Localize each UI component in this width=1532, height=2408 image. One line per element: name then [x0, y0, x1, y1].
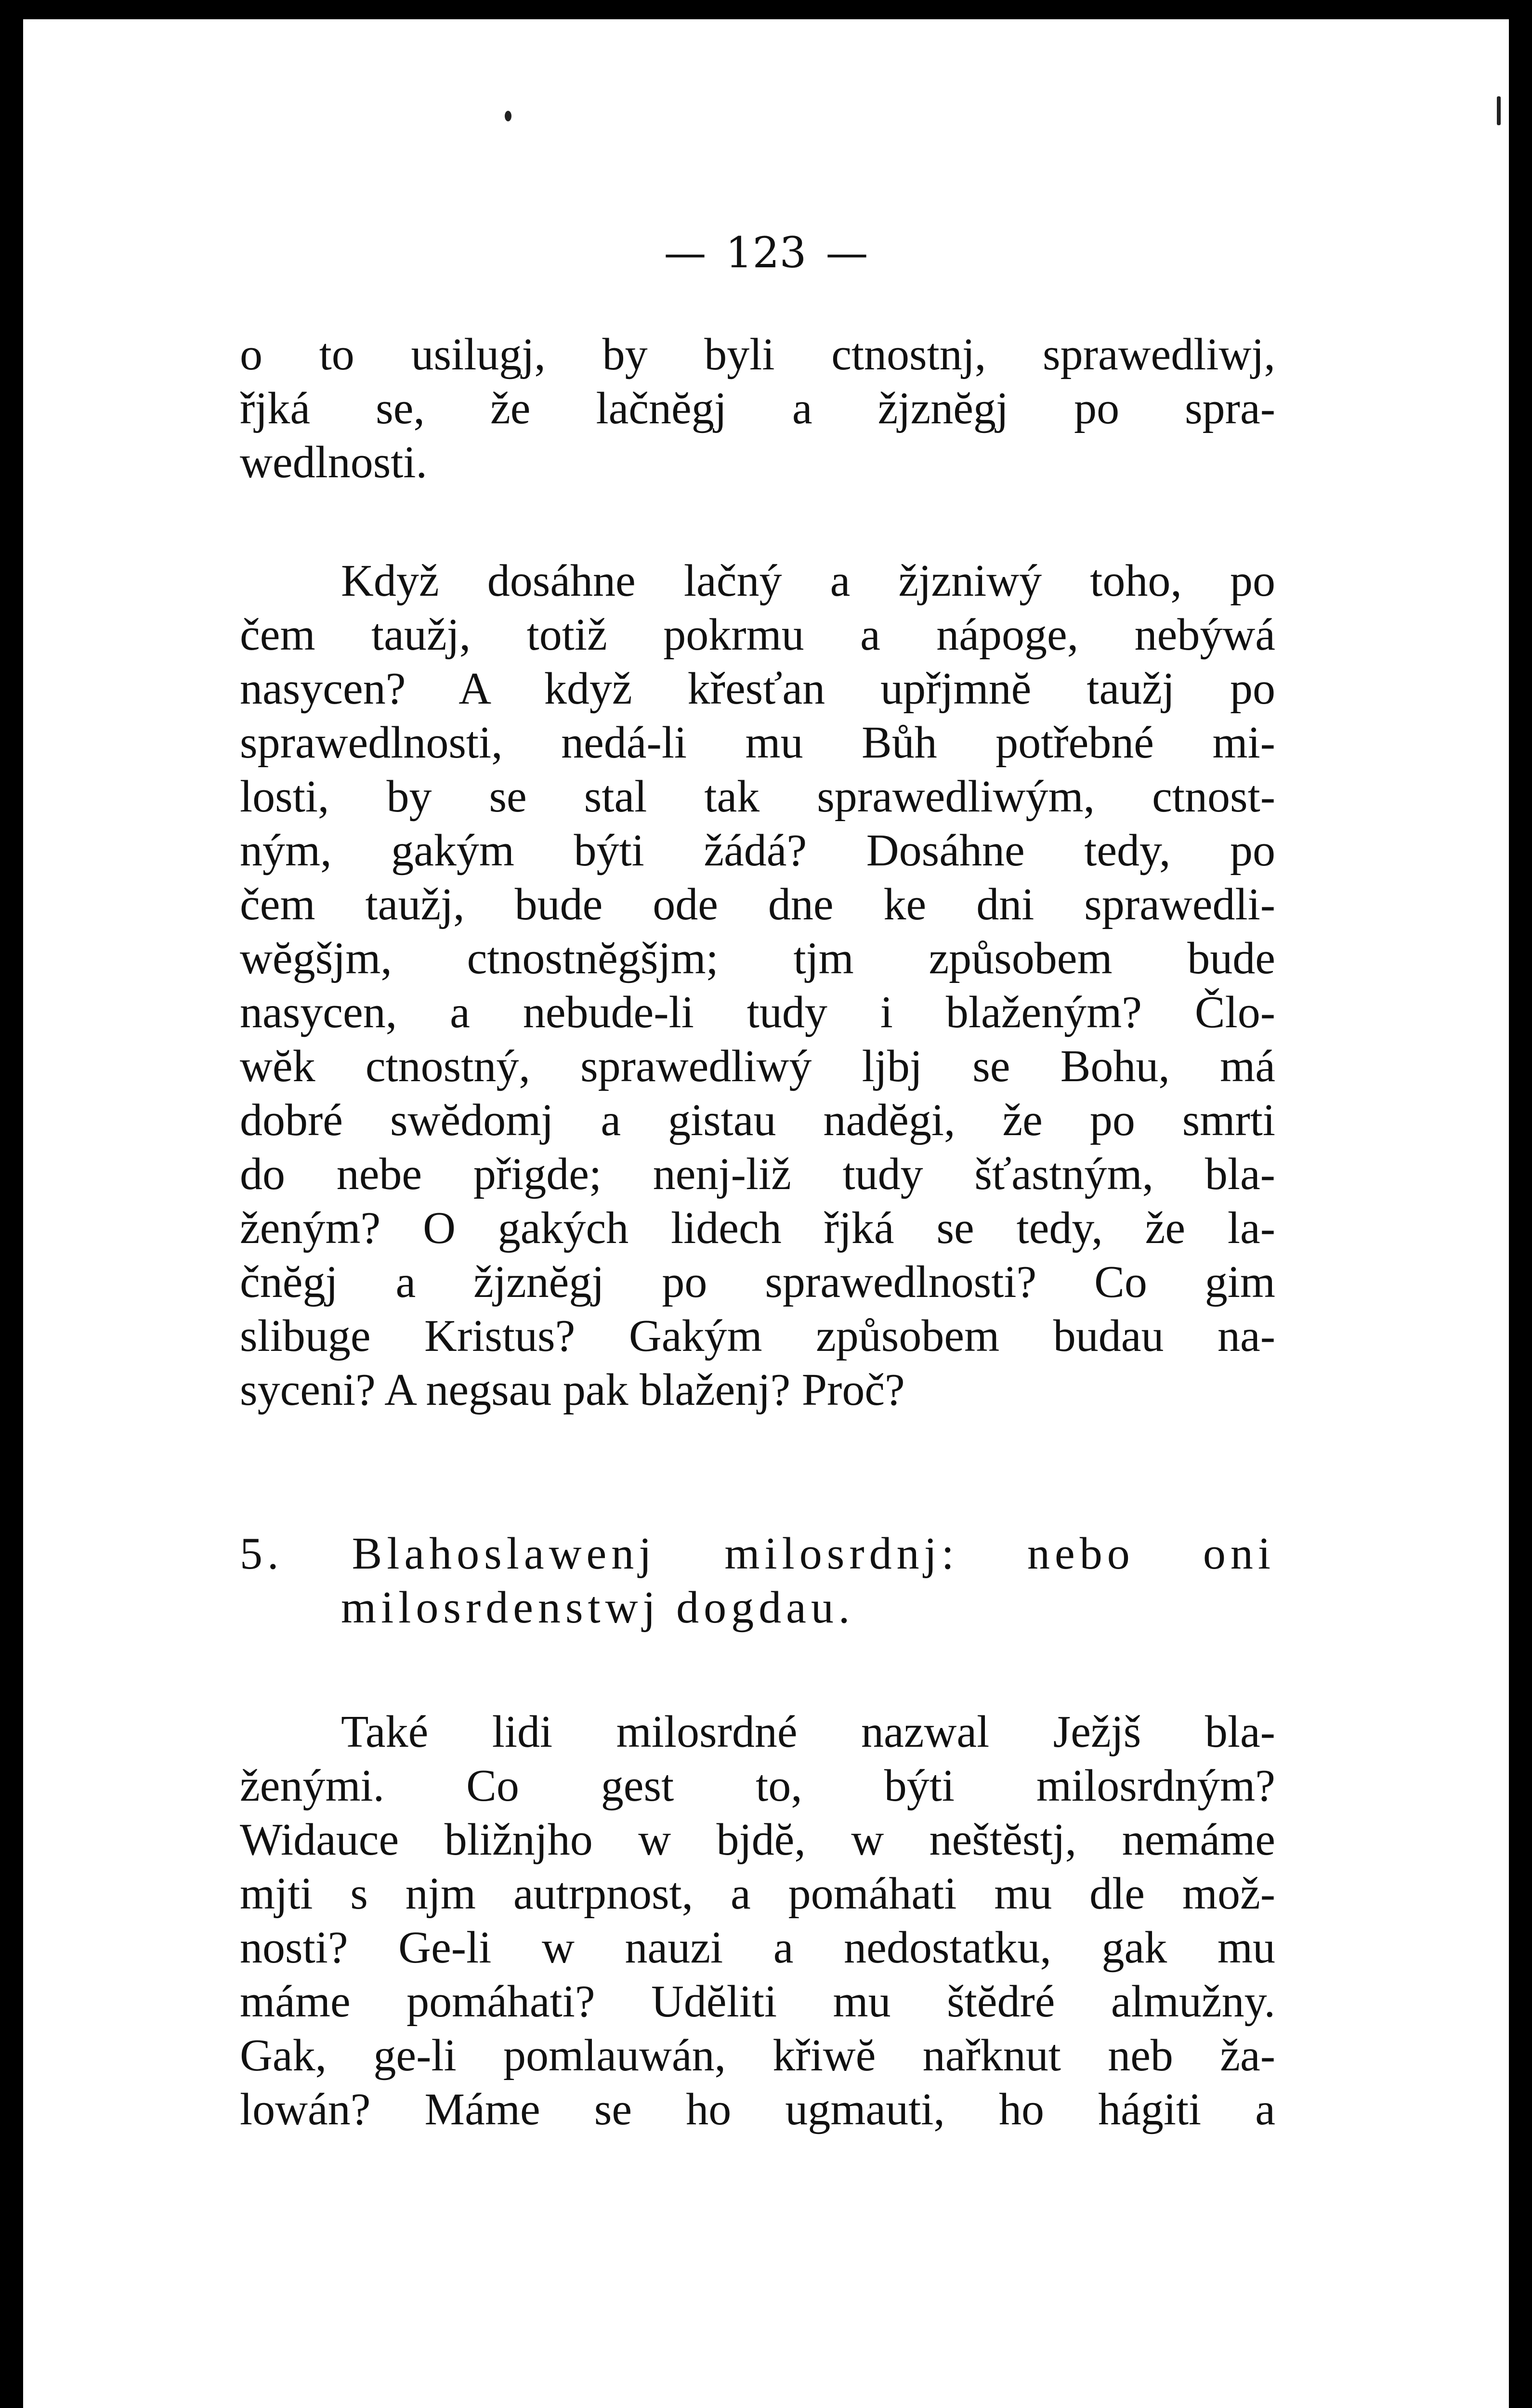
text-line: nosti? Ge-li w nauzi a nedostatku, gak mu — [240, 1923, 1275, 1973]
text-line: Také lidi milosrdné nazwal Ježjš bla- — [341, 1707, 1275, 1757]
page-header — [23, 226, 1509, 279]
text-line: nasycen, a nebude-li tudy i blaženým? Člo- — [240, 987, 1275, 1037]
book-page — [23, 19, 1509, 2408]
text-line: ným, gakým býti žádá? Dosáhne tedy, po — [240, 825, 1275, 876]
text-line: lowán? Máme se ho ugmauti, ho hágiti a — [240, 2084, 1275, 2134]
text-line: nasycen? A když křesťan upřjmnĕ taužj po — [240, 664, 1275, 714]
header-dash-right: — — [825, 228, 868, 277]
text-line: mjti s njm autrpnost, a pomáhati mu dle mož- — [240, 1869, 1275, 1919]
text-line: čnĕgj a žjznĕgj po sprawedlnosti? Co gim — [240, 1257, 1275, 1307]
text-line: syceni? A negsau pak blaženj? Proč? — [240, 1365, 905, 1415]
ink-spot — [505, 111, 511, 121]
text-line: Gak, ge-li pomlauwán, křiwĕ nařknut neb ža- — [240, 2030, 1275, 2081]
paragraph-continuation — [240, 327, 1275, 489]
heading-line: 5. Blahoslawenj milosrdnj: nebo oni — [240, 1529, 1275, 1579]
text-line: Widauce bližnjho w bjdĕ, w neštĕstj, nemáme — [240, 1815, 1275, 1865]
header-dash-left: — — [664, 228, 707, 277]
ink-spot — [1497, 96, 1501, 125]
page-number: 123 — [725, 228, 807, 277]
text-line: slibuge Kristus? Gakým způsobem budau na- — [240, 1311, 1275, 1361]
text-line: dobré swĕdomj a gistau nadĕgi, že po smrti — [240, 1095, 1275, 1145]
text-line: losti, by se stal tak sprawedliwým, ctnost- — [240, 772, 1275, 822]
paragraph-merciful — [240, 1705, 1275, 2136]
text-line: sprawedlnosti, nedá-li mu Bůh potřebné mi- — [240, 718, 1275, 768]
text-line: máme pomáhati? Udĕliti mu štĕdré almužny. — [240, 1976, 1275, 2027]
section-heading-beatitude-5 — [240, 1527, 1275, 1635]
text-line: Když dosáhne lačný a žjzniwý toho, po — [341, 556, 1275, 606]
text-line: ženým? O gakých lidech řjká se tedy, že la- — [240, 1203, 1275, 1253]
text-line: o to usilugj, by byli ctnostnj, sprawedliwj, — [240, 329, 1275, 380]
text-line: wĕgšjm, ctnostnĕgšjm; tjm způsobem bude — [240, 933, 1275, 983]
paragraph-hunger-thirst — [240, 554, 1275, 1417]
text-line: čem taužj, bude ode dne ke dni sprawedli- — [240, 879, 1275, 929]
heading-line: milosrdenstwj dogdau. — [341, 1583, 855, 1633]
text-line: řjká se, že lačnĕgj a žjznĕgj po spra- — [240, 383, 1275, 433]
text-line: wĕk ctnostný, sprawedliwý ljbj se Bohu, má — [240, 1041, 1275, 1091]
text-line: ženými. Co gest to, býti milosrdným? — [240, 1761, 1275, 1811]
text-line: čem taužj, totiž pokrmu a nápoge, nebýwá — [240, 610, 1275, 660]
text-line: do nebe přigde; nenj-liž tudy šťastným, bla- — [240, 1149, 1275, 1199]
text-line: wedlnosti. — [240, 437, 428, 487]
